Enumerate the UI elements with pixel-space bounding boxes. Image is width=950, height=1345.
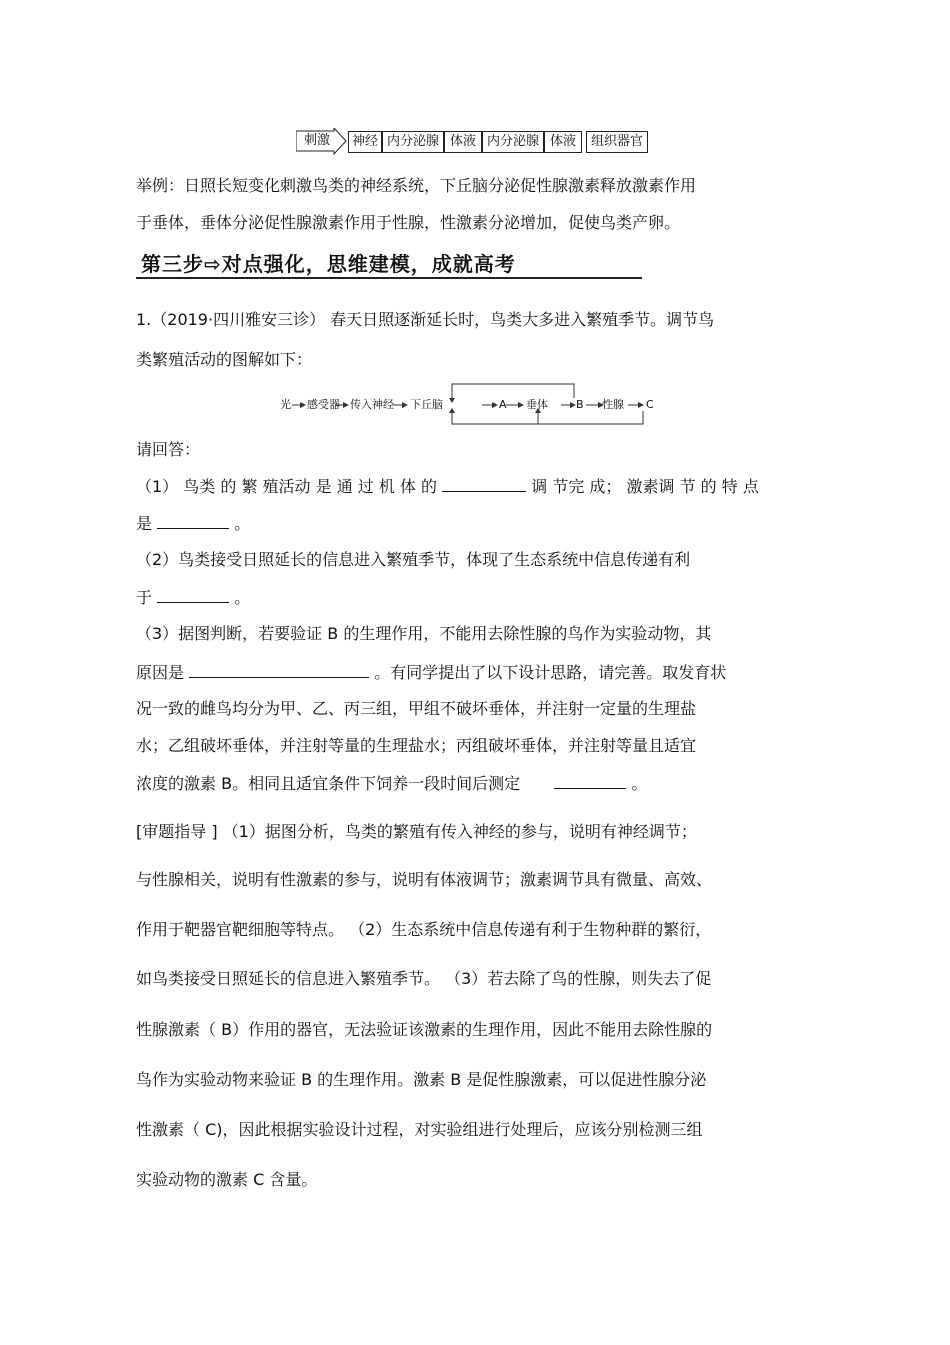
flow-step-nerve: 神经 <box>348 131 382 153</box>
q2-text-c: 。 <box>234 588 251 607</box>
diagram-receptor: 感受器 <box>307 398 340 411</box>
diagram-c: C <box>646 398 654 411</box>
q3-line-3: 况一致的雌鸟均分为甲、乙、丙三组，甲组不破坏垂体，并注射一定量的生理盐 <box>136 699 697 718</box>
example-line-1: 举例：日照长短变化刺激鸟类的神经系统，下丘脑分泌促性腺激素释放激素作用 <box>136 176 697 195</box>
diagram-a: A <box>499 398 507 411</box>
question-ask: 请回答： <box>136 440 201 459</box>
q2-line-1: （2）鸟类接受日照延长的信息进入繁殖季节，体现了生态系统中信息传递有利 <box>136 550 691 569</box>
guide-line-4: 如鸟类接受日照延长的信息进入繁殖季节。 （3）若去除了鸟的性腺，则失去了促 <box>136 969 712 988</box>
q1-text-d: 。 <box>234 514 251 533</box>
q3-line-4: 水；乙组破坏垂体，并注射等量的生理盐水；丙组破坏垂体，并注射等量且适宜 <box>136 736 697 755</box>
q2-answer-blank[interactable] <box>157 587 229 603</box>
section-heading: 第三步⇨对点强化，思维建模，成就高考 <box>141 252 516 276</box>
diagram-hypothalamus: 下丘脑 <box>410 398 443 411</box>
guide-line-7: 性激素（ C)，因此根据实验设计过程，对实验组进行处理后，应该分别检测三组 <box>136 1120 703 1139</box>
q3-text-c: 。有同学提出了以下设计思路，请完善。取发育状 <box>374 663 727 682</box>
guide-line-3: 作用于靶器官靶细胞等特点。 （2）生态系统中信息传递有利于生物种群的繁衍， <box>136 920 712 939</box>
guide-line-5: 性腺激素（ B）作用的器官，无法验证该激素的生理作用，因此不能用去除性腺的 <box>136 1020 713 1039</box>
diagram-light: 光 <box>280 398 291 411</box>
flow-step-endocrine-gland-2: 内分泌腺 <box>482 131 544 153</box>
q3-answer-blank-2[interactable] <box>554 773 626 789</box>
q3-text-g: 。 <box>631 774 648 793</box>
guide-line-1: [审题指导 ] （1）据图分析，鸟类的繁殖有传入神经的参与，说明有神经调节； <box>136 822 697 841</box>
diagram-gonad: 性腺 <box>602 398 624 411</box>
flow-step-body-fluid-2: 体液 <box>544 131 582 153</box>
guide-line-8: 实验动物的激素 C 含量。 <box>136 1170 318 1189</box>
guide-line-2: 与性腺相关，说明有性激素的参与，说明有体液调节；激素调节具有微量、高效、 <box>136 870 713 889</box>
diagram-pituitary: 垂体 <box>526 398 548 411</box>
q1-answer-blank-1[interactable] <box>442 476 526 492</box>
example-line-2: 于垂体，垂体分泌促性腺激素作用于性腺，性激素分泌增加，促使鸟类产卵。 <box>136 213 681 232</box>
question-intro-1: 1.（2019·四川雅安三诊） 春天日照逐渐延长时，鸟类大多进入繁殖季节。调节鸟 <box>136 310 715 329</box>
q3-text-f: 浓度的激素 B。相同且适宜条件下饲养一段时间后测定 <box>136 774 521 793</box>
q1-text-b: 调 节完 成； 激素调 节 的 特 点 <box>531 477 759 496</box>
q1-line-1 <box>136 476 759 497</box>
q1-answer-blank-2[interactable] <box>157 513 229 529</box>
section-heading-rule <box>136 277 642 279</box>
diagram-b: B <box>576 398 584 411</box>
q3-text-b: 原因是 <box>136 663 185 682</box>
q1-line-2 <box>136 513 250 534</box>
q2-text-b: 于 <box>136 588 153 607</box>
q1-text-c: 是 <box>136 514 153 533</box>
guide-line-6: 鸟作为实验动物来验证 B 的生理作用。激素 B 是促性腺激素，可以促进性腺分泌 <box>136 1070 707 1089</box>
question-intro-2: 类繁殖活动的图解如下： <box>136 350 313 369</box>
q2-line-2 <box>136 587 250 608</box>
flow-step-stimulus: 刺激 <box>303 133 330 148</box>
q3-line-1: （3）据图判断，若要验证 B 的生理作用，不能用去除性腺的鸟作为实验动物，其 <box>136 624 712 643</box>
diagram-afferent-nerve: 传入神经 <box>350 398 394 411</box>
q3-answer-blank-1[interactable] <box>189 662 369 678</box>
q1-text-a: （1） 鸟类 的 繁 殖活动 是 通 过 机 体 的 <box>136 477 438 496</box>
flow-step-tissue-organ: 组织器官 <box>586 131 648 153</box>
flow-step-body-fluid-1: 体液 <box>444 131 482 153</box>
q3-line-5 <box>136 773 647 794</box>
flow-step-endocrine-gland-1: 内分泌腺 <box>382 131 444 153</box>
q3-line-2 <box>136 662 726 683</box>
